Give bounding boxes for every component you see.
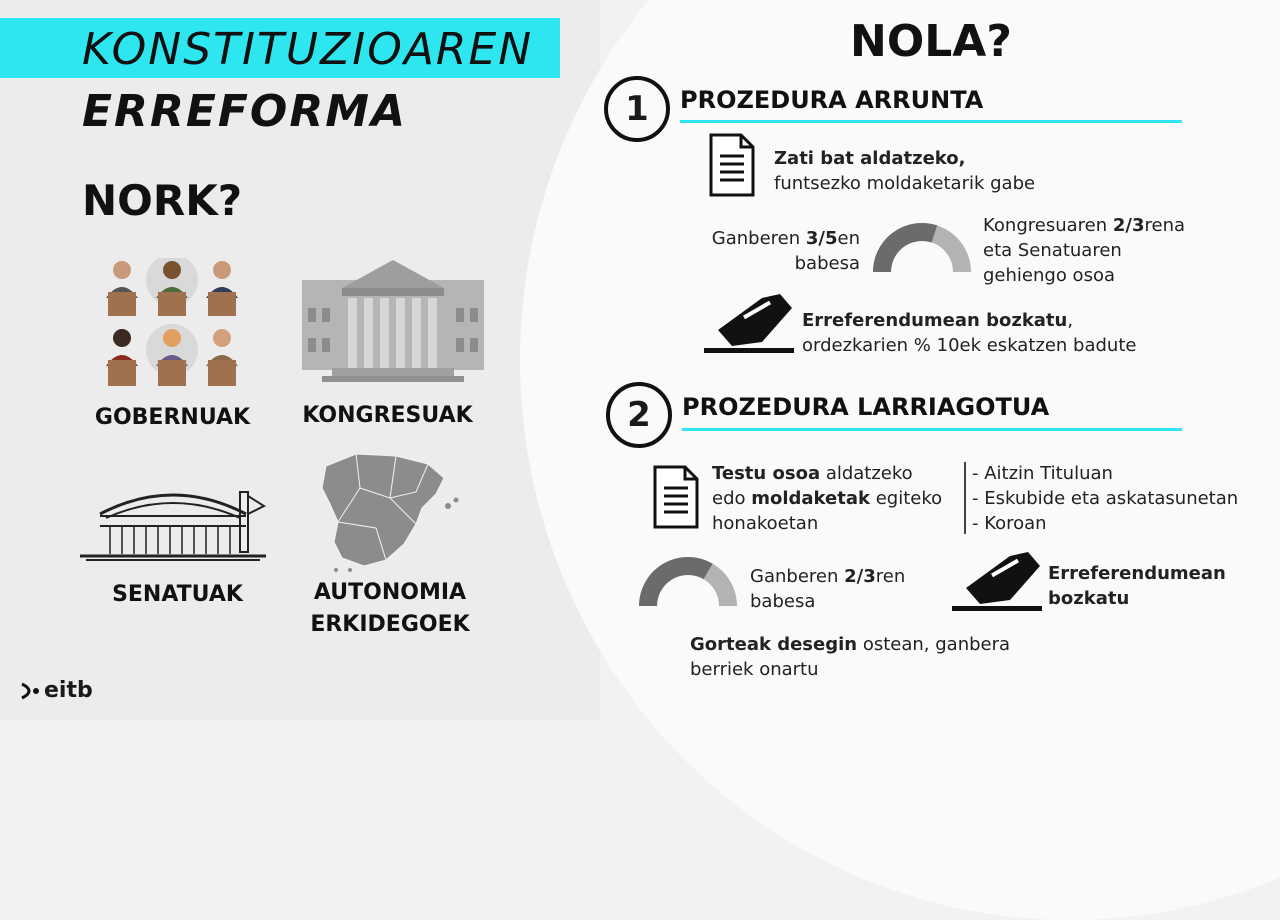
dissolve-text1: ostean, ganbera [857, 634, 1011, 655]
partial-reform-text: funtsezko moldaketarik gabe [774, 173, 1036, 194]
referendum-condition-text: ordezkarien % 10ek eskatzen badute [802, 335, 1137, 356]
total-reform-text2: edo [712, 488, 752, 509]
support-2-3-suffix: ren [875, 566, 906, 587]
government-icon [100, 258, 245, 388]
support-2-3-block [750, 564, 905, 614]
support-23-text: Kongresuaren [983, 215, 1113, 236]
total-reform-text3: egiteko [869, 488, 943, 509]
total-reform-block [712, 461, 942, 536]
total-reform-bold1: Testu osoa [712, 463, 821, 484]
procedure1-underline [680, 120, 1182, 123]
title-line1: KONSTITUZIOAREN [82, 24, 534, 75]
procedure2-title: PROZEDURA LARRIAGOTUA [682, 393, 1050, 421]
ballot-box-icon [702, 290, 796, 356]
support-35-line2: babesa [794, 253, 860, 274]
referendum2-line2: bozkatu [1048, 588, 1130, 609]
total-reform-text1: aldatzeko [820, 463, 913, 484]
support-35-text: Ganberen [711, 228, 806, 249]
who-heading: NORK? [82, 176, 243, 225]
list-item: - Koroan [972, 513, 1047, 534]
procedure1-title: PROZEDURA ARRUNTA [680, 86, 984, 114]
referendum-text-bold: Erreferendumean bozkatu [802, 310, 1068, 331]
document-icon [652, 464, 700, 530]
who-autonomous-label: AUTONOMIA [313, 580, 467, 605]
document-icon [708, 132, 756, 198]
list-item: - Eskubide eta askatasunetan [972, 488, 1239, 509]
who-senate-label: SENATUAK [112, 582, 243, 607]
list-bracket [964, 462, 966, 534]
dissolve-bold: Gorteak desegin [690, 634, 858, 655]
support-2-3-line2: babesa [750, 591, 816, 612]
person-icon [106, 261, 138, 316]
brand-logo: eitb [44, 678, 93, 703]
gauge-2-3-icon [638, 556, 738, 608]
support-23-block [983, 213, 1185, 288]
support-35-block [690, 226, 860, 276]
title-line2: ERREFORMA [82, 86, 408, 137]
procedure1-number: 1 [604, 76, 670, 142]
support-35-fraction: 3/5 [805, 228, 838, 249]
senate-building-icon [80, 482, 266, 562]
who-government-label: GOBERNUAK [94, 405, 251, 430]
list-item: - Aitzin Tituluan [972, 463, 1113, 484]
ballot-box-icon [950, 548, 1044, 614]
who-congress-label: KONGRESUAK [302, 403, 473, 428]
referendum2-line1: Erreferendumean [1048, 563, 1226, 584]
protected-sections-list [972, 461, 1238, 536]
support-23-line3: gehiengo osoa [983, 265, 1115, 286]
referendum-comma: , [1067, 310, 1074, 331]
gauge-3-5-icon [872, 222, 972, 274]
partial-reform-text-bold: Zati bat aldatzeko, [774, 148, 966, 169]
support-23-suffix: rena [1144, 215, 1186, 236]
support-35-suffix: en [837, 228, 860, 249]
spain-map-icon [316, 448, 466, 573]
support-23-line2: eta Senatuaren [983, 240, 1122, 261]
support-2-3-fraction: 2/3 [844, 566, 876, 587]
how-heading: NOLA? [850, 16, 1012, 67]
congress-building-icon [302, 258, 484, 383]
support-2-3-text: Ganberen [750, 566, 845, 587]
procedure2-number: 2 [606, 382, 672, 448]
referendum2-block [1048, 561, 1226, 611]
total-reform-text4: honakoetan [712, 513, 819, 534]
support-23-fraction: 2/3 [1112, 215, 1145, 236]
dissolve-block [690, 632, 1010, 682]
procedure2-underline [682, 428, 1182, 431]
who-autonomous-label2: ERKIDEGOEK [310, 612, 470, 637]
eitb-logo-icon [18, 678, 44, 704]
total-reform-bold2: moldaketak [751, 488, 870, 509]
dissolve-text2: berriek onartu [690, 659, 819, 680]
